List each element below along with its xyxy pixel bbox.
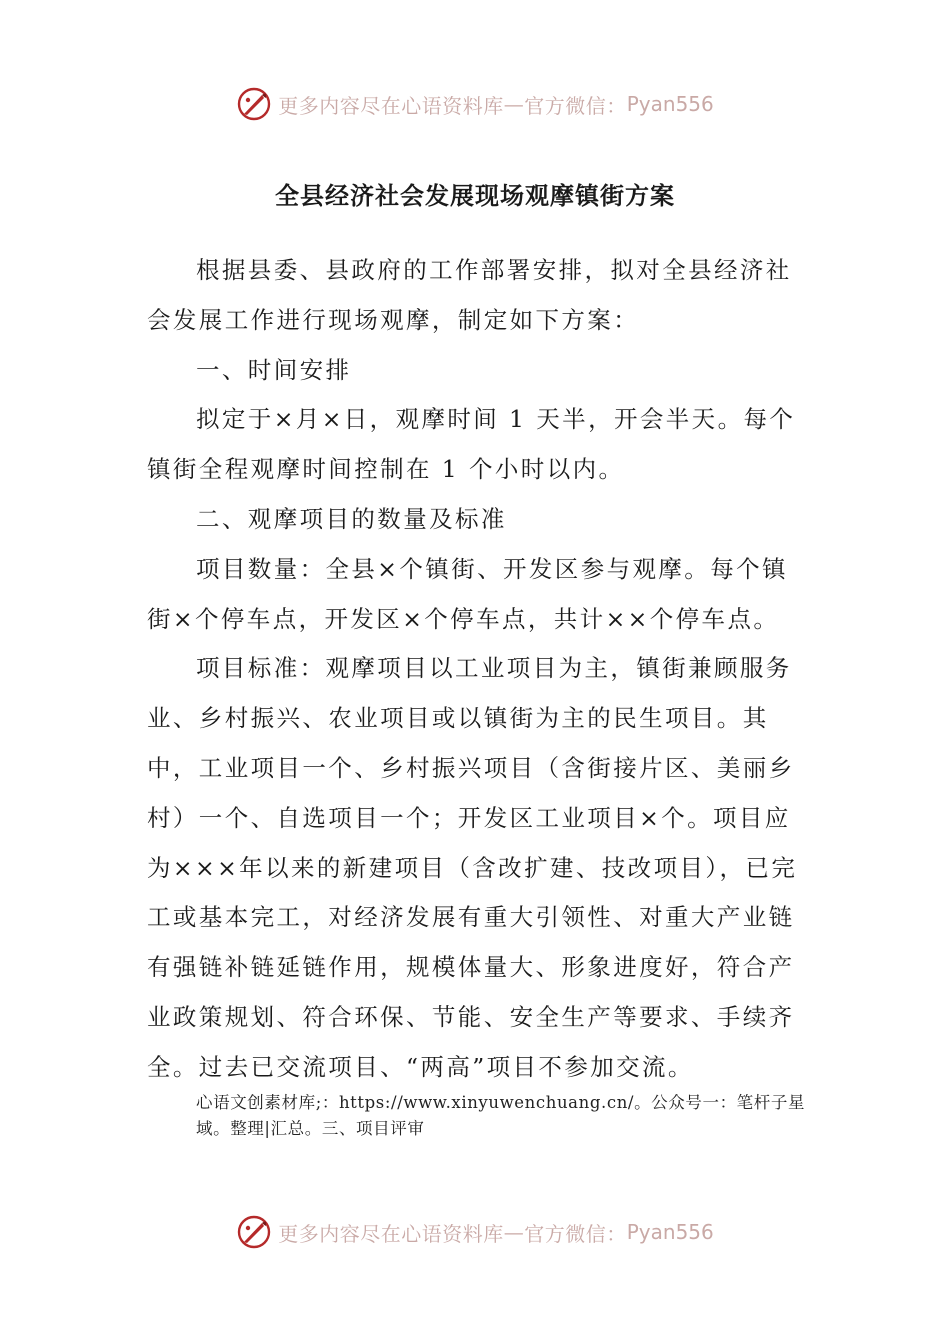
banner-wechat-label: 官方微信：	[524, 93, 627, 118]
paragraph-project-standard: 项目标准：观摩项目以工业项目为主，镇街兼顾服务业、乡村振兴、农业项目或以镇街为主的民生项目。其中，工业项目一个、乡村振兴项目（含街接片区、美丽乡村）一个、自选项目一个；开发区工业项目×个。项目应为×××年以来的新建项目（含改扩建、技改项目），已完工或基本完工，对经济发展有重大引领性、对重大产业链有强链补链延链作用，规模体量大、形象进度好，符合产业政策规划、符合环保、节能、安全生产等要求、手续齐全。过去已交流项目、“两高”项目不参加交流。	[147, 654, 798, 1081]
paragraph-intro: 根据县委、县政府的工作部署安排，拟对全县经济社会发展工作进行现场观摩，制定如下方案：	[147, 256, 792, 334]
paragraph-project-count: 项目数量：全县×个镇街、开发区参与观摩。每个镇街×个停车点，开发区×个停车点，共计××个停车点。	[147, 554, 788, 633]
banner-wechat-id: Pyan556	[626, 1220, 714, 1244]
banner-wechat-id: Pyan556	[626, 92, 714, 116]
watermark-banner-bottom	[0, 1212, 950, 1252]
document-title: 全县经济社会发展现场观摩镇街方案	[275, 181, 675, 210]
paragraph-time: 拟定于×月×日，观摩时间 1 天半，开会半天。每个镇街全程观摩时间控制在 1 个小时以内。	[147, 405, 796, 484]
banner-dash: —	[503, 1220, 525, 1244]
banner-dash: —	[503, 92, 525, 116]
banner-main-text: 更多内容尽在心语资料库	[278, 93, 504, 118]
footer-note-text: 心语文创素材库;：https://www.xinyuwenchuang.cn/。公众号一：笔杆子星域。整理|汇总。三、项目评审	[196, 1093, 806, 1138]
heading-project-standards: 二、观摩项目的数量及标准	[196, 504, 507, 533]
banner-main-text: 更多内容尽在心语资料库	[278, 1221, 504, 1246]
watermark-banner-top	[0, 84, 950, 124]
document-body	[147, 246, 807, 1093]
banner-wechat-label: 官方微信：	[524, 1221, 627, 1246]
quill-logo-icon	[236, 1214, 272, 1250]
footer-note	[147, 1090, 807, 1142]
quill-logo-icon	[236, 86, 272, 122]
heading-time-schedule: 一、时间安排	[196, 355, 352, 384]
